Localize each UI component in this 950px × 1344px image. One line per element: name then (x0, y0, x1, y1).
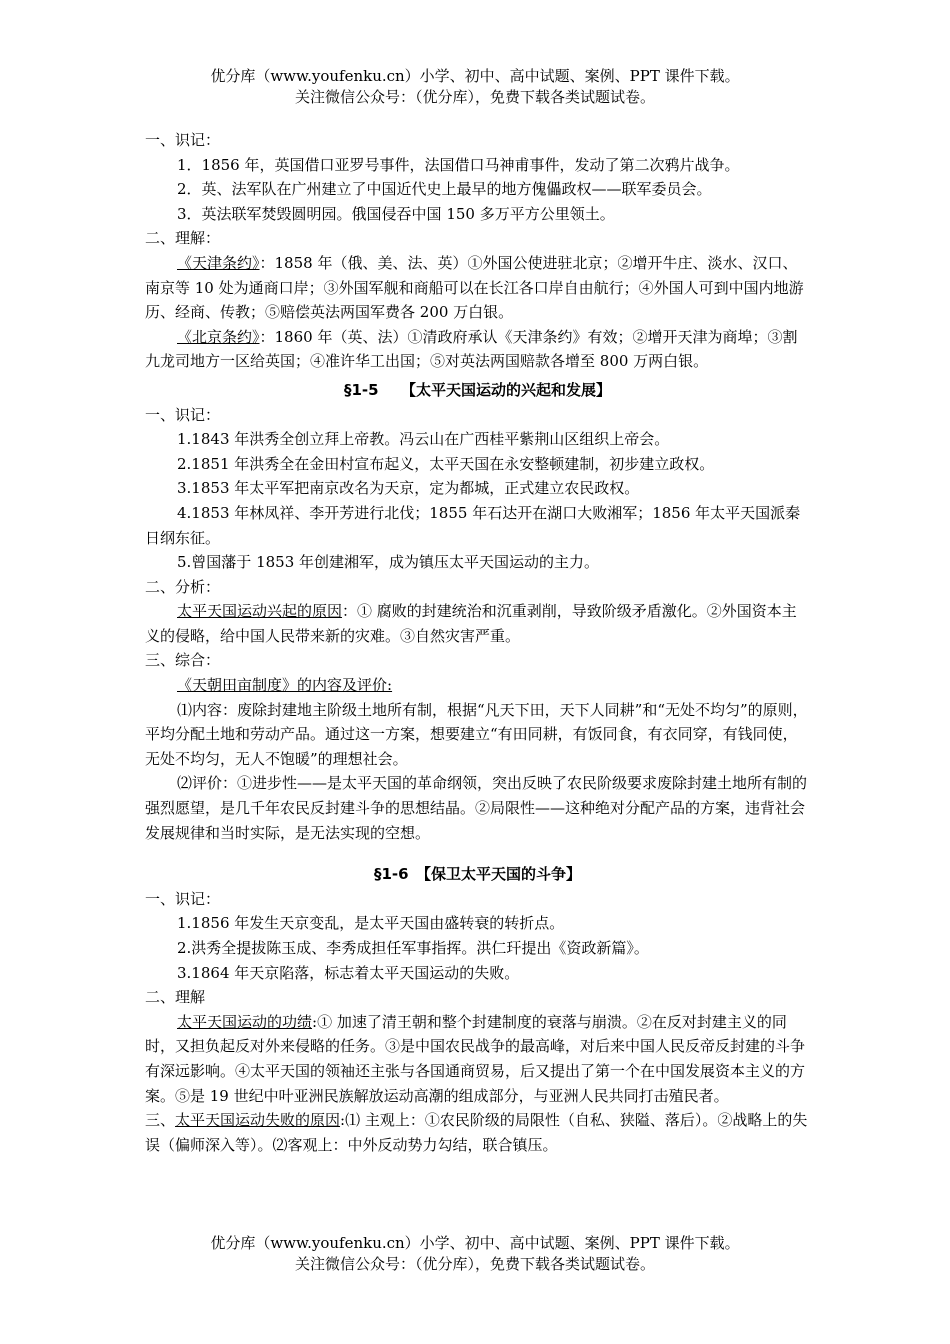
s15-heading-1: 一、识记： (145, 405, 221, 424)
s14-treaty-beijing (145, 325, 810, 374)
s14-treaty-tianjin (145, 251, 810, 325)
analysis-body: ：① 腐败的封建统治和沉重剥削，导致阶级矛盾激化。②外国资本主义的侵略，给中国人民带来新的灾难。③自然灾害严重。 (145, 602, 797, 645)
s15-item-5: 5.曾国藩于 1853 年创建湘军，成为镇压太平天国运动的主力。 (177, 553, 600, 572)
s16-item-2: 2.洪秀全提拔陈玉成、李秀成担任军事指挥。洪仁玕提出《资政新篇》。 (177, 939, 649, 957)
s16-failure (145, 1108, 810, 1157)
s15-heading-2: 二、分析： (145, 577, 221, 596)
s15-item-4: 4.1853 年林凤祥、李开芳进行北伐；1855 年石达开在湖口大败湘军；1856 年太平天国派秦日纲东征。 (145, 503, 801, 547)
s16-item-1: 1.1856 年发生天京变乱，是太平天国由盛转衰的转折点。 (177, 914, 565, 933)
section-title-1-6: §1-6 【保卫太平天国的斗争】 (373, 865, 582, 884)
s15-item-2: 2.1851 年洪秀全在金田村宣布起义，太平天国在永安整顿建制，初步建立政权。 (177, 454, 715, 473)
s15-item-3: 3.1853 年太平军把南京改名为天京，定为都城，正式建立农民政权。 (177, 479, 640, 498)
s16-item-3: 3.1864 年天京陷落，标志着太平天国运动的失败。 (177, 963, 520, 982)
failure-prefix: 三、 (145, 1111, 176, 1130)
footer-line-1: 优分库（www.youfenku.cn）小学、初中、高中试题、案例、PPT 课件下载。 (210, 1234, 740, 1252)
achievements-body: :① 加速了清王朝和整个封建制度的衰落与崩溃。②在反对封建主义的同时，又担负起反对外来侵略的任务。③是中国农民战争的最高峰，对后来中国人民反帝反封建的斗争有深远影响。④太平天国的领袖还主张与各国通商贸易，后又提出了第一个在中国发展资本主义的方案。⑤是 19 世纪中叶亚洲民族解放运动高潮的组成部分，与亚洲人民共同打击殖民者。 (145, 1012, 806, 1105)
s14-item-1: 1．1856 年，英国借口亚罗号事件，法国借口马神甫事件，发动了第二次鸦片战争。 (177, 155, 740, 174)
s14-item-2: 2．英、法军队在广州建立了中国近代史上最早的地方傀儡政权——联军委员会。 (177, 180, 712, 199)
document-body (145, 128, 810, 1157)
analysis-title: 太平天国运动兴起的原因 (177, 602, 343, 621)
s15-item-1: 1.1843 年洪秀全创立拜上帝教。冯云山在广西桂平紫荆山区组织上帝会。 (177, 430, 670, 449)
achievements-title: 太平天国运动的功绩 (177, 1012, 313, 1031)
page-header (0, 66, 950, 108)
s15-synthesis-title (145, 673, 810, 698)
s14-heading-1: 一、识记： (145, 131, 221, 149)
header-line-2: 关注微信公众号：（优分库），免费下载各类试题试卷。 (294, 88, 655, 106)
s15-synthesis-content: ⑴内容：废除封建地主阶级土地所有制，根据“凡天下田，天下人同耕”和“无处不均匀”的原则，平均分配土地和劳动产品。通过这一方案，想要建立“有田同耕，有饭同食，有衣同穿，有钱同使，无处不均匀，无人不饱暖”的理想社会。 (145, 700, 808, 768)
s16-achievements (145, 1010, 810, 1108)
s14-heading-2: 二、理解： (145, 229, 221, 248)
section-title-1-5: §1-5 【太平天国运动的兴起和发展】 (343, 380, 612, 399)
treaty-beijing-body: ：1860 年（英、法）①清政府承认《天津条约》有效；②增开天津为商埠；③割九龙司地方一区给英国；④准许华工出国；⑤对英法两国赔款各增至 800 万两白银。 (145, 327, 798, 371)
footer-line-2: 关注微信公众号：（优分库），免费下载各类试题试卷。 (294, 1255, 655, 1273)
synthesis-title: 《天朝田亩制度》的内容及评价: (177, 676, 393, 695)
page-footer (0, 1233, 950, 1275)
s15-synthesis-evaluation: ⑵评价：①进步性——是太平天国的革命纲领，突出反映了农民阶级要求废除封建土地所有制的强烈愿望，是几千年农民反封建斗争的思想结晶。②局限性——这种绝对分配产品的方案，违背社会发展规律和当时实际，是无法实现的空想。 (145, 774, 808, 842)
treaty-beijing-title: 《北京条约》 (177, 327, 260, 346)
s15-heading-3: 三、综合： (145, 651, 221, 670)
s15-analysis (145, 599, 810, 648)
treaty-tianjin-body: ：1858 年（俄、美、法、英）①外国公使进驻北京；②增开牛庄、淡水、汉口、南京等 10 处为通商口岸；③外国军舰和商船可以在长江各口岸自由航行；④外国人可到中国内地游历、经商、传教；⑤赔偿英法两国军费各 200 万白银。 (145, 253, 804, 322)
s14-item-3: 3．英法联军焚毁圆明园。俄国侵吞中国 150 多万平方公里领土。 (177, 204, 615, 223)
s16-heading-2: 二、理解 (145, 988, 206, 1007)
treaty-tianjin-title: 《天津条约》 (177, 253, 260, 272)
failure-body: :⑴ 主观上：①农民阶级的局限性（自私、狭隘、落后）。②战略上的失误（偏师深入等）。⑵客观上：中外反动势力勾结，联合镇压。 (145, 1111, 808, 1154)
header-line-1: 优分库（www.youfenku.cn）小学、初中、高中试题、案例、PPT 课件下载。 (210, 67, 740, 85)
s16-heading-1: 一、识记： (145, 889, 221, 908)
failure-title: 太平天国运动失败的原因 (175, 1111, 341, 1130)
